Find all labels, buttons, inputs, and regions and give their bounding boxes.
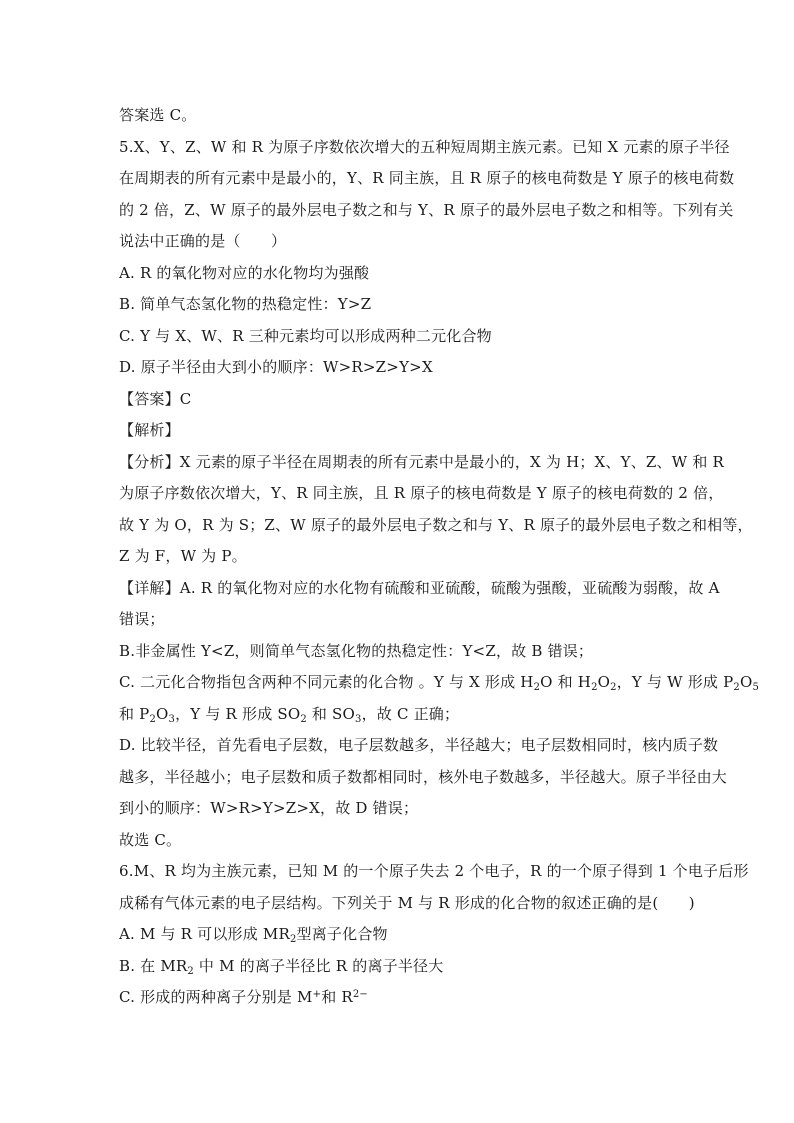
question-5-stem: 5.X、Y、Z、W 和 R 为原子序数依次增大的五种短周期主族元素。已知 X 元素的原子半径 bbox=[119, 137, 730, 156]
previous-answer-conclusion: 答案选 C。 bbox=[119, 106, 197, 124]
question-5-stem: 的 2 倍，Z、W 原子的最外层电子数之和与 Y、R 原子的最外层电子数之和相等。下列有关 bbox=[119, 200, 734, 219]
analysis-text: Z 为 F，W 为 P。 bbox=[119, 547, 247, 565]
detail-text-d: D. 比较半径，首先看电子层数，电子层数越多，半径越大；电子层数相同时，核内质子数 bbox=[119, 736, 719, 754]
detail-text-a: 【详解】A. R 的氧化物对应的水化物有硫酸和亚硫酸，硫酸为强酸，亚硫酸为弱酸，故 A bbox=[119, 578, 720, 597]
explanation-heading: 【解析】 bbox=[119, 421, 180, 439]
question-6-stem: 6.M、R 均为主族元素，已知 M 的一个原子失去 2 个电子，R 的一个原子得到 1 个电子后形 bbox=[119, 862, 749, 880]
detail-text-c: 和 $P_2O_3$，Y 与 R 形成 $SO_2$ 和 $SO_3$，故 C 正确； bbox=[119, 704, 460, 725]
answer-heading: 【答案】C bbox=[119, 389, 192, 408]
detail-text-b: B.非金属性 Y<Z，则简单气态氢化物的热稳定性：Y<Z，故 B 错误； bbox=[119, 641, 594, 660]
question-6-option-c: C. 形成的两种离子分别是 M+和 $R^{2-}$ bbox=[119, 988, 369, 1006]
analysis-text: 为原子序数依次增大，Y、R 同主族，且 R 原子的核电荷数是 Y 原子的核电荷数的 2 倍， bbox=[119, 484, 724, 502]
question-6-option-b: B. 在 $MR_2$ 中 M 的离子半径比 R 的离子半径大 bbox=[119, 956, 444, 977]
detail-text-d: 到小的顺序：W>R>Y>Z>X，故 D 错误； bbox=[119, 799, 419, 817]
question-5-option-c: C. Y 与 X、W、R 三种元素均可以形成两种二元化合物 bbox=[119, 326, 492, 345]
question-6-option-a: A. M 与 R 可以形成 $MR_2$型离子化合物 bbox=[119, 925, 388, 945]
question-5-stem: 说法中正确的是（ ） bbox=[119, 232, 287, 250]
question-6-stem: 成稀有气体元素的电子层结构。下列关于 M 与 R 形成的化合物的叙述正确的是( ) bbox=[119, 893, 695, 912]
question-5-option-a: A. R 的氧化物对应的水化物均为强酸 bbox=[119, 263, 370, 282]
detail-text-d: 越多，半径越小；电子层数和质子数都相同时，核外电子数越多，半径越大。原子半径由大 bbox=[119, 767, 728, 786]
question-5-option-d: D. 原子半径由大到小的顺序：W>R>Z>Y>X bbox=[119, 358, 433, 376]
analysis-text: 【分析】X 元素的原子半径在周期表的所有元素中是最小的，X 为 H；X、Y、Z、W 和 R bbox=[119, 452, 724, 471]
question-5-option-b: B. 简单气态氢化物的热稳定性：Y>Z bbox=[119, 295, 372, 313]
document-body bbox=[119, 100, 760, 1014]
detail-text-c: C. 二元化合物指包含两种不同元素的化合物 。Y 与 X 形成 $H_2O$ 和 $H_2O_2$，Y 与 W 形成 $P_2O_5$ bbox=[119, 673, 760, 693]
final-answer: 故选 C。 bbox=[119, 830, 182, 849]
detail-text-a: 错误； bbox=[119, 610, 165, 628]
question-5-stem: 在周期表的所有元素中是最小的，Y、R 同主族，且 R 原子的核电荷数是 Y 原子的核电荷数 bbox=[119, 169, 735, 187]
analysis-text: 故 Y 为 O，R 为 S；Z、W 原子的最外层电子数之和与 Y、R 原子的最外层电子数之和相等， bbox=[119, 515, 753, 534]
